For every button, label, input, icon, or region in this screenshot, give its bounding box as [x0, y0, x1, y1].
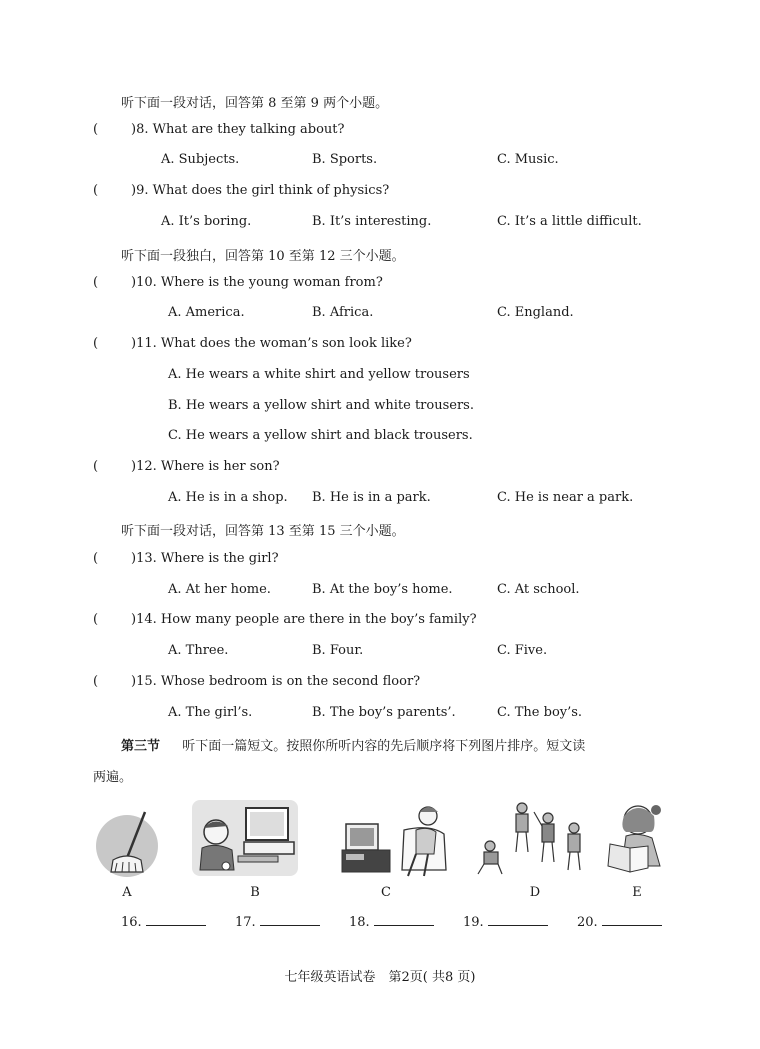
- q13-option-a: A. At her home.: [168, 582, 271, 597]
- page-footer: 七年级英语试卷 第2页( 共8 页): [284, 970, 476, 985]
- question-9: ( )9. What does the girl think of physics?: [93, 183, 390, 198]
- q12-option-c: C. He is near a park.: [497, 490, 634, 505]
- question-13: ( )13. Where is the girl?: [93, 551, 279, 566]
- boy-computer-picture: [190, 798, 300, 878]
- question-15: ( )15. Whose bedroom is on the second floor?: [93, 674, 421, 689]
- answer-blank-17[interactable]: 17.: [235, 913, 320, 930]
- q8-option-c: C. Music.: [497, 152, 559, 167]
- instruction-q10-12: 听下面一段独白，回答第 10 至第 12 三个小题。: [121, 249, 405, 264]
- answer-bracket[interactable]: (: [93, 183, 99, 198]
- section3-title: 第三节: [121, 739, 161, 754]
- q14-option-a: A. Three.: [168, 643, 229, 658]
- answer-bracket[interactable]: (: [93, 122, 99, 137]
- question-text: Where is the young woman from?: [160, 275, 383, 290]
- question-12: ( )12. Where is her son?: [93, 459, 280, 474]
- answer-bracket[interactable]: (: [93, 612, 99, 627]
- answer-blank-18[interactable]: 18.: [349, 913, 434, 930]
- answer-blank-20[interactable]: 20.: [577, 913, 662, 930]
- girl-reading-picture: [604, 802, 668, 876]
- instruction-q8-9: 听下面一段对话，回答第 8 至第 9 两个小题。: [121, 96, 389, 111]
- q14-option-b: B. Four.: [312, 643, 364, 658]
- q8-option-a: A. Subjects.: [161, 152, 240, 167]
- q9-option-b: B. It’s interesting.: [312, 214, 432, 229]
- answer-bracket[interactable]: (: [93, 275, 99, 290]
- answer-bracket[interactable]: (: [93, 674, 99, 689]
- q14-option-c: C. Five.: [497, 643, 548, 658]
- question-text: Where is the girl?: [160, 551, 279, 566]
- section3-text-continued: 两遍。: [93, 770, 133, 785]
- question-text: What does the girl think of physics?: [152, 183, 390, 198]
- answer-bracket[interactable]: (: [93, 459, 99, 474]
- q9-option-c: C. It’s a little difficult.: [497, 214, 642, 229]
- question-14: ( )14. How many people are there in the boy’s family?: [93, 612, 477, 627]
- q11-option-b: B. He wears a yellow shirt and white trousers.: [168, 398, 474, 413]
- question-text: How many people are there in the boy’s family?: [160, 612, 477, 627]
- q13-option-b: B. At the boy’s home.: [312, 582, 453, 597]
- picture-label-c: C: [381, 885, 391, 900]
- instruction-q13-15: 听下面一段对话，回答第 13 至第 15 三个小题。: [121, 524, 405, 539]
- q11-option-a: A. He wears a white shirt and yellow trousers: [168, 367, 470, 382]
- q10-option-b: B. Africa.: [312, 305, 374, 320]
- q10-option-a: A. America.: [168, 305, 245, 320]
- q15-option-a: A. The girl’s.: [168, 705, 253, 720]
- question-8: ( )8. What are they talking about?: [93, 122, 345, 137]
- picture-label-a: A: [122, 885, 132, 900]
- section3-text: 听下面一篇短文。按照你所听内容的先后顺序将下列图片排序。短文读: [182, 739, 586, 754]
- picture-label-b: B: [250, 885, 260, 900]
- question-text: Whose bedroom is on the second floor?: [160, 674, 421, 689]
- picture-label-e: E: [632, 885, 642, 900]
- q10-option-c: C. England.: [497, 305, 574, 320]
- q12-option-b: B. He is in a park.: [312, 490, 431, 505]
- question-text: What are they talking about?: [152, 122, 345, 137]
- q15-option-b: B. The boy’s parents’.: [312, 705, 456, 720]
- answer-bracket[interactable]: (: [93, 551, 99, 566]
- question-text: What does the woman’s son look like?: [160, 336, 412, 351]
- question-11: ( )11. What does the woman’s son look like?: [93, 336, 412, 351]
- section3-heading: [121, 735, 585, 754]
- q13-option-c: C. At school.: [497, 582, 580, 597]
- answer-bracket[interactable]: (: [93, 336, 99, 351]
- q9-option-a: A. It’s boring.: [161, 214, 252, 229]
- q11-option-c: C. He wears a yellow shirt and black trousers.: [168, 428, 473, 443]
- question-10: ( )10. Where is the young woman from?: [93, 275, 383, 290]
- mop-picture: [93, 808, 161, 880]
- q12-option-a: A. He is in a shop.: [168, 490, 288, 505]
- question-text: Where is her son?: [160, 459, 280, 474]
- woman-tv-picture: [340, 800, 460, 880]
- answer-blank-19[interactable]: 19.: [463, 913, 548, 930]
- children-exercise-picture: [474, 800, 590, 878]
- answer-blank-16[interactable]: 16.: [121, 913, 206, 930]
- q8-option-b: B. Sports.: [312, 152, 378, 167]
- q15-option-c: C. The boy’s.: [497, 705, 583, 720]
- picture-label-d: D: [529, 885, 541, 900]
